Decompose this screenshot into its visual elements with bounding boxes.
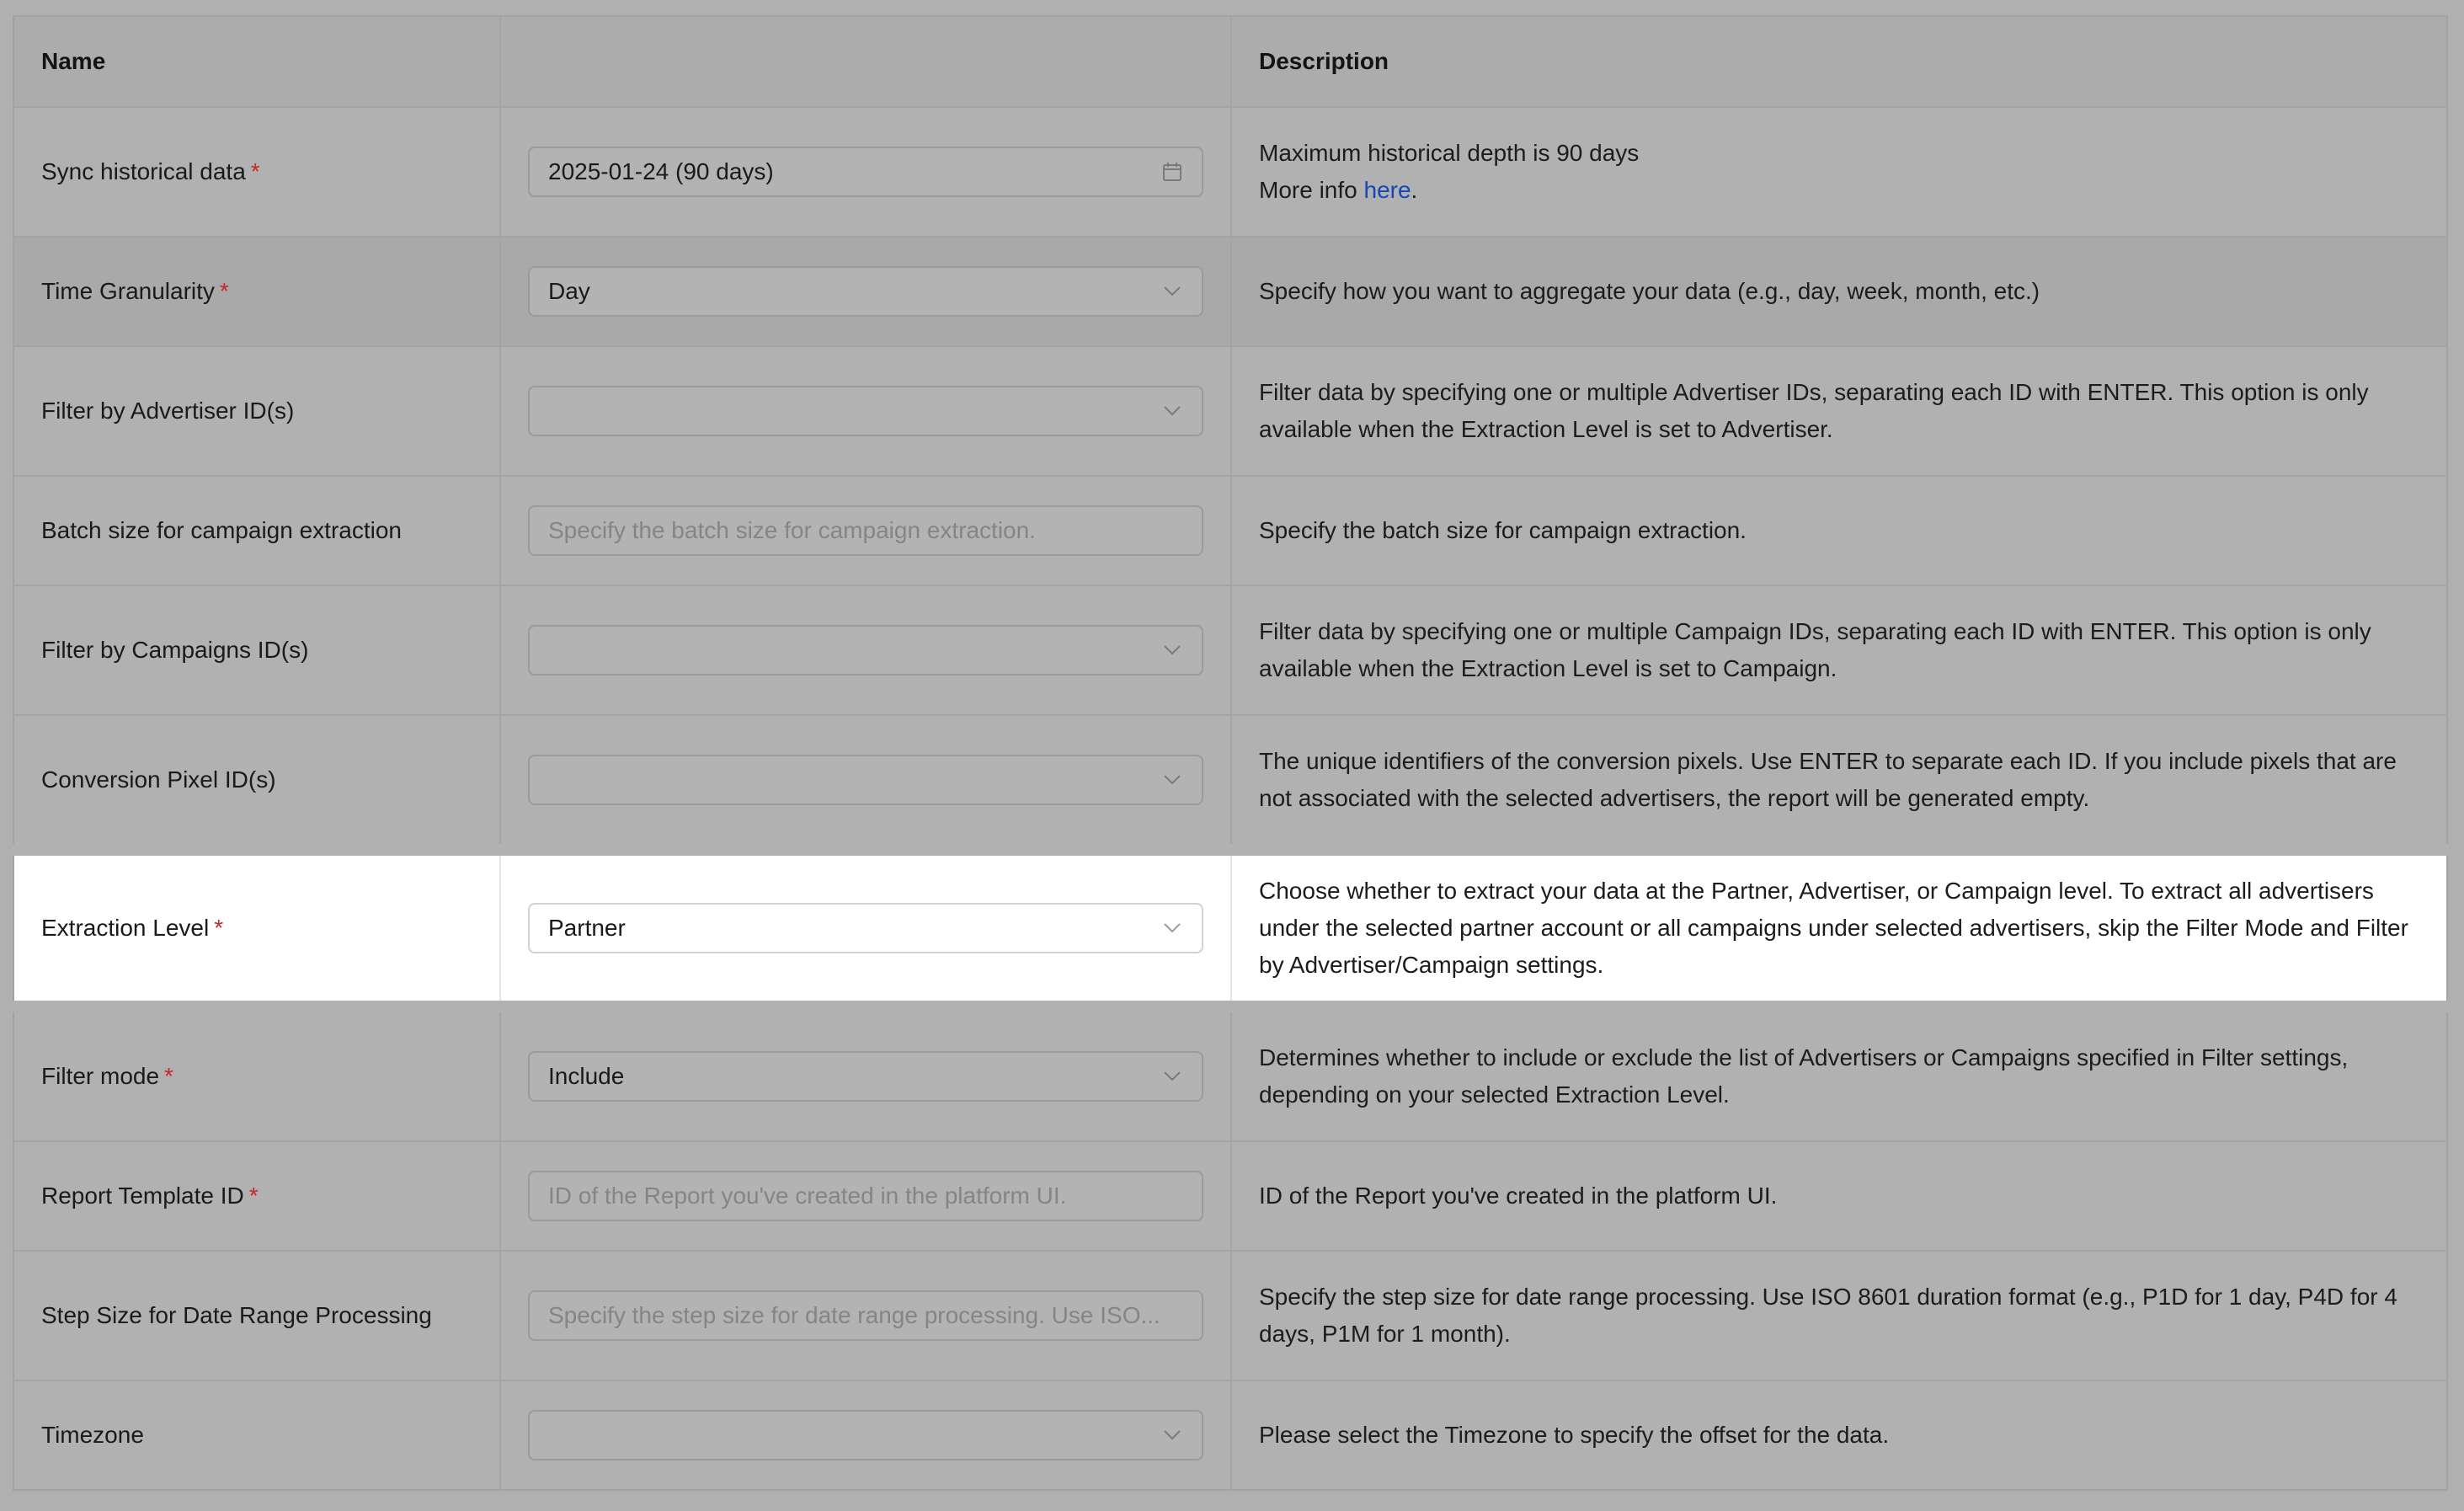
row-description-cell: Filter data by specifying one or multiple Advertiser IDs, separating each ID with ENTER. This option is only available when the Extraction Level is set to Advertiser. [1231,346,2447,476]
chevron-down-icon [1161,917,1183,939]
table-row-filter-advertiser-ids [13,346,2447,476]
sync-historical-date-picker[interactable] [528,147,1203,197]
batch-size-field [528,505,1203,556]
field-label: Sync historical data [41,158,246,184]
row-control-cell [500,715,1231,850]
extraction-level-select[interactable] [528,903,1203,953]
row-name-cell [13,107,500,237]
row-control-cell [500,237,1231,346]
table-row-filter-mode [13,1006,2447,1141]
date-picker-value: 2025-01-24 (90 days) [548,158,774,184]
chevron-down-icon [1161,280,1183,302]
here-link[interactable]: here [1363,177,1411,203]
column-header-control [500,16,1231,107]
table-row-report-template-id [13,1141,2447,1251]
row-name-cell [13,585,500,715]
select-value: Include [548,1063,625,1089]
field-label: Report Template ID [41,1183,244,1209]
chevron-down-icon [1161,1065,1183,1087]
step-size-field [528,1290,1203,1341]
required-marker: * [214,915,224,941]
row-description-cell: Filter data by specifying one or multiple Campaign IDs, separating each ID with ENTER. This option is only available when the Extraction Level is set to Campaign. [1231,585,2447,715]
required-marker: * [219,278,229,304]
report-template-id-input[interactable] [548,1183,1183,1209]
row-control-cell [500,107,1231,237]
row-control-cell [500,1006,1231,1141]
row-name-cell [13,476,500,585]
field-label: Step Size for Date Range Processing [41,1302,432,1328]
field-label: Time Granularity [41,278,215,304]
field-label: Conversion Pixel ID(s) [41,766,276,793]
row-control-cell [500,850,1231,1006]
timezone-select[interactable] [528,1410,1203,1460]
row-name-cell [13,715,500,850]
row-description-cell: The unique identifiers of the conversion pixels. Use ENTER to separate each ID. If you include pixels that are not associated with the selected advertisers, the report will be generated empty. [1231,715,2447,850]
field-label: Filter by Campaigns ID(s) [41,637,309,663]
chevron-down-icon [1161,639,1183,661]
table-row-step-size [13,1251,2447,1380]
row-control-cell [500,585,1231,715]
row-name-cell [13,346,500,476]
row-description-cell [1231,107,2447,237]
row-description-cell: Specify the step size for date range processing. Use ISO 8601 duration format (e.g., P1D for 1 day, P4D for 4 days, P1M for 1 month). [1231,1251,2447,1380]
more-info-suffix: . [1411,177,1418,203]
chevron-down-icon [1161,400,1183,422]
calendar-icon[interactable] [1161,161,1183,183]
campaign-ids-select[interactable] [528,625,1203,675]
table-row-batch-size [13,476,2447,585]
required-marker: * [248,1183,259,1209]
batch-size-input[interactable] [548,517,1183,544]
row-description-cell: Determines whether to include or exclude the list of Advertisers or Campaigns specified in Filter settings, depending on your selected Extraction Level. [1231,1006,2447,1141]
filter-mode-select[interactable] [528,1051,1203,1102]
column-header-description: Description [1231,16,2447,107]
row-description-cell: Please select the Timezone to specify the offset for the data. [1231,1380,2447,1490]
field-label: Extraction Level [41,915,210,941]
row-description-cell: Specify the batch size for campaign extraction. [1231,476,2447,585]
row-control-cell [500,476,1231,585]
row-control-cell [500,1380,1231,1490]
table-header-row [13,16,2447,107]
conversion-pixel-ids-select[interactable] [528,755,1203,805]
row-control-cell [500,1251,1231,1380]
table-row-sync-historical-data [13,107,2447,237]
row-control-cell [500,1141,1231,1251]
row-description-cell: Specify how you want to aggregate your data (e.g., day, week, month, etc.) [1231,237,2447,346]
field-label: Batch size for campaign extraction [41,517,402,543]
table-row-filter-campaign-ids [13,585,2447,715]
field-label: Timezone [41,1422,144,1448]
row-description-cell: Choose whether to extract your data at the Partner, Advertiser, or Campaign level. To extract all advertisers under the selected partner account or all campaigns under selected advertisers, skip the Filter Mode and Filter by Advertiser/Campaign settings. [1231,850,2447,1006]
required-marker: * [250,158,260,184]
select-value: Partner [548,915,626,941]
settings-table [13,15,2448,1491]
table-row-time-granularity [13,237,2447,346]
time-granularity-select[interactable] [528,266,1203,317]
required-marker: * [164,1063,173,1089]
chevron-down-icon [1161,1424,1183,1446]
more-info-prefix: More info [1259,177,1364,203]
row-name-cell [13,1006,500,1141]
row-control-cell [500,346,1231,476]
row-name-cell [13,1141,500,1251]
row-name-cell [13,1380,500,1490]
table-row-extraction-level [13,850,2447,1006]
column-header-name: Name [13,16,500,107]
row-name-cell [13,237,500,346]
field-label: Filter by Advertiser ID(s) [41,398,295,424]
select-value: Day [548,278,590,304]
report-template-id-field [528,1171,1203,1221]
step-size-input[interactable] [548,1302,1183,1329]
row-description-cell: ID of the Report you've created in the platform UI. [1231,1141,2447,1251]
description-more-info [1259,172,2419,209]
table-row-timezone [13,1380,2447,1490]
row-name-cell [13,1251,500,1380]
chevron-down-icon [1161,769,1183,791]
table-row-conversion-pixel-ids [13,715,2447,850]
description-text: Maximum historical depth is 90 days [1259,140,1640,166]
advertiser-ids-select[interactable] [528,386,1203,436]
field-label: Filter mode [41,1063,160,1089]
row-name-cell [13,850,500,1006]
